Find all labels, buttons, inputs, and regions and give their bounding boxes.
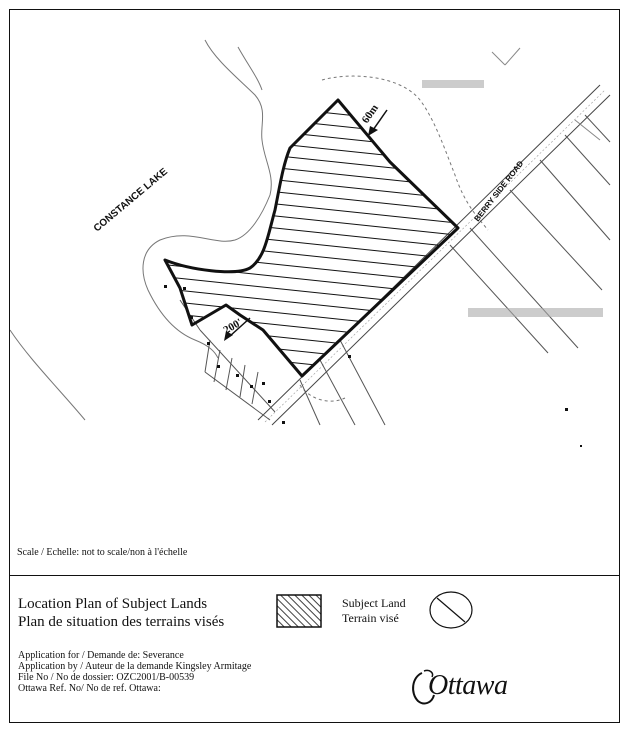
legend-label-french: Terrain visé <box>342 611 399 625</box>
ottawa-logo: Ottawa <box>428 670 508 701</box>
dim-label-bottom: 200' <box>221 316 245 337</box>
ottawa-ref-number: Ottawa Ref. No/ No de ref. Ottawa: <box>18 683 161 694</box>
application-by: Application by / Auteur de la demande Kingsley Armitage <box>18 661 252 672</box>
map-canvas <box>10 10 619 575</box>
north-arrow-icon <box>428 590 474 630</box>
shore-line-top <box>238 47 262 90</box>
title-french: Plan de situation des terrains visés <box>18 614 225 630</box>
faded-features <box>492 48 600 140</box>
scale-note: Scale / Echelle: not to scale/non à l'échelle <box>17 547 188 558</box>
subject-land-parcel <box>165 100 458 376</box>
file-number: File No / No de dossier: OZC2001/B-00539 <box>18 672 195 683</box>
dim-label-top: 60m <box>359 102 382 126</box>
road-label: BERRY SIDE ROAD <box>472 159 526 224</box>
faded-label-1 <box>422 80 484 88</box>
legend-label-english: Subject Land <box>342 596 406 610</box>
title-english: Location Plan of Subject Lands <box>18 596 208 612</box>
shore-line-left <box>10 330 85 420</box>
lake-label: CONSTANCE LAKE <box>91 166 170 235</box>
faded-label-2 <box>468 308 603 317</box>
application-for: Application for / Demande de: Severance <box>18 650 184 661</box>
subject-land-swatch <box>276 594 322 628</box>
dim-arrowhead-top <box>368 126 378 136</box>
